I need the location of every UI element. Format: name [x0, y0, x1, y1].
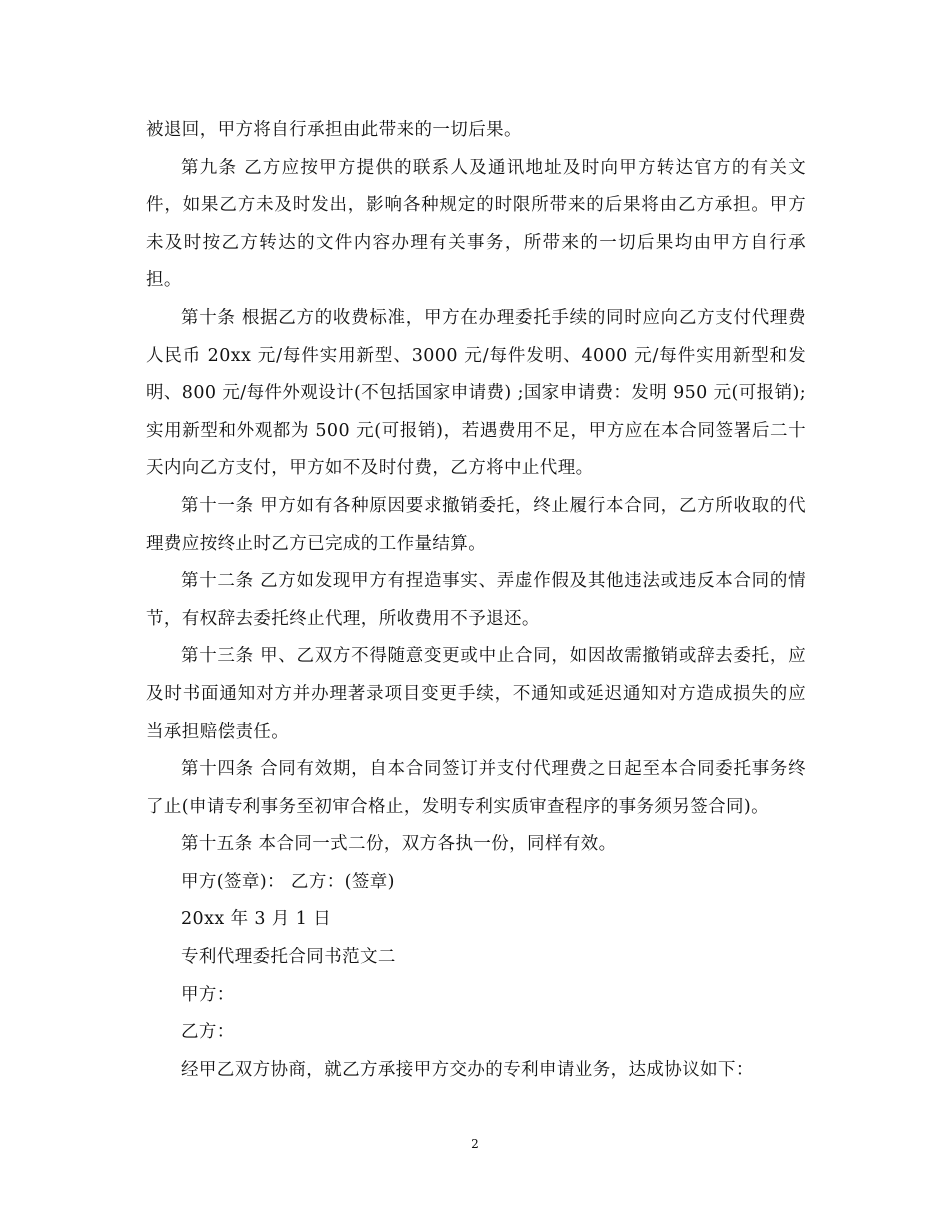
page-number: 2 — [471, 1137, 479, 1151]
clause-15: 第十五条 本合同一式二份，双方各执一份，同样有效。 — [181, 834, 617, 855]
document-body — [146, 112, 806, 1089]
clause-14: 第十四条 合同有效期，自本合同签订并支付代理费之日起至本合同委托事务终了止(申请专利事务至初审合格止，发明专利实质审查程序的事务须另签合同)。 — [146, 759, 806, 817]
section-title: 专利代理委托合同书范文二 — [181, 947, 396, 968]
clause-12: 第十二条 乙方如发现甲方有捏造事实、弄虚作假及其他违法或违反本合同的情节，有权辞去委托终止代理，所收费用不予退还。 — [146, 571, 806, 629]
clause-10: 第十条 根据乙方的收费标准，甲方在办理委托手续的同时应向乙方支付代理费人民币 20xx 元/每件实用新型、3000 元/每件发明、4000 元/每件实用新型和发明、800 元/每件外观设计(不包括国家申请费) ;国家申请费：发明 950 元(可报销);实用新型和外观都为 500 元(可报销)，若遇费用不足，甲方应在本合同签署后二十天内向乙方支付，甲方如不及时付费，乙方将中止代理。 — [146, 307, 806, 479]
clause-9: 第九条 乙方应按甲方提供的联系人及通讯地址及时向甲方转达官方的有关文件，如果乙方未及时发出，影响各种规定的时限所带来的后果将由乙方承担。甲方未及时按乙方转达的文件内容办理有关事务，所带来的一切后果均由甲方自行承担。 — [146, 157, 806, 291]
party-b-field: 乙方： — [181, 1022, 235, 1043]
party-a-field: 甲方： — [181, 984, 235, 1005]
signature-line: 甲方(签章)： 乙方：(签章) — [181, 871, 395, 892]
clause-13: 第十三条 甲、乙双方不得随意变更或中止合同，如因故需撤销或辞去委托，应及时书面通知对方并办理著录项目变更手续，不通知或延迟通知对方造成损失的应当承担赔偿责任。 — [146, 646, 806, 742]
clause-11: 第十一条 甲方如有各种原因要求撤销委托，终止履行本合同，乙方所收取的代理费应按终止时乙方已完成的工作量结算。 — [146, 495, 806, 554]
signing-date: 20xx 年 3 月 1 日 — [181, 909, 332, 930]
paragraph-continuation: 被退回，甲方将自行承担由此带来的一切后果。 — [146, 120, 522, 140]
agreement-intro: 经甲乙双方协商，就乙方承接甲方交办的专利申请业务，达成协议如下： — [181, 1059, 754, 1080]
